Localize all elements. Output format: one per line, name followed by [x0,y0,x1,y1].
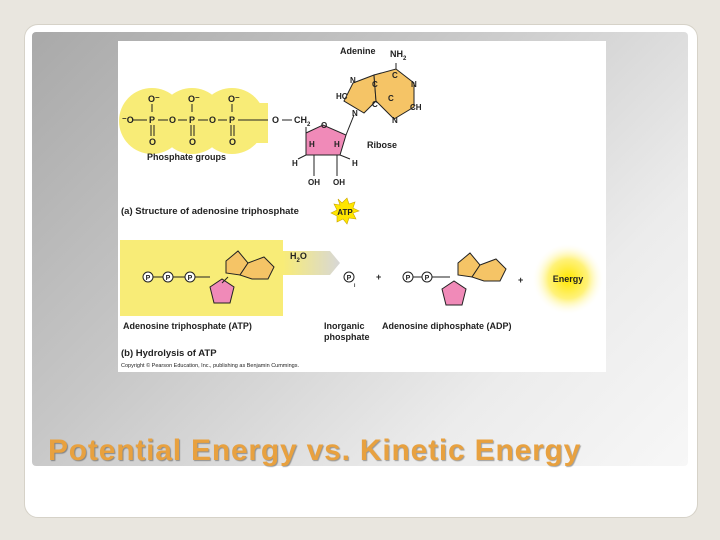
ribose-label: Ribose [367,140,398,150]
atp-p-2: P [165,275,171,282]
atp-figure [118,41,606,372]
atp-label: Adenosine triphosphate (ATP) [123,321,252,331]
adenine-atom-n3: N [352,109,358,118]
adenine-atom-c2: C [372,80,378,89]
adenine-atom-c1: C [392,71,398,80]
adenine-atom-n1: N [350,76,356,85]
phosphate-o-top-1: O⁻ [148,94,160,104]
pi-label-line2: phosphate [324,332,370,342]
adp-label: Adenosine diphosphate (ADP) [382,321,512,331]
atp-p-1: P [145,275,151,282]
ribose-ring-o: O [321,121,328,130]
atp-badge-text: ATP [337,208,353,217]
adenine-atom-c3: C [372,100,378,109]
slide-title: Potential Energy vs. Kinetic Energy [48,434,582,467]
copyright-notice: Copyright © Pearson Education, Inc., publishing as Benjamin Cummings. [121,363,300,369]
adenine-atom-ch: CH [410,103,422,112]
phosphate-o-top-3: O⁻ [228,94,240,104]
phosphate-groups-label: Phosphate groups [147,152,227,162]
phosphate-p-1: P [149,115,156,125]
water-label: $H_2O$ [290,251,307,264]
nh2-label: $NH_2$ [390,49,407,62]
phosphate-o-bottom-1: O [149,137,157,147]
atp-p-3: P [187,275,193,282]
ribose-h-2: H [334,140,340,149]
phosphate-o-left: ⁻O [122,115,134,125]
phosphate-p-3: P [229,115,236,125]
energy-label: Energy [552,274,584,284]
adp-p-1: P [405,275,411,282]
adp-p-2: P [424,275,430,282]
adenine-atom-hc: HC [336,92,348,101]
pi-letter: P [346,275,352,282]
adenine-atom-n2: N [411,80,417,89]
caption-b: (b) Hydrolysis of ATP [121,348,217,359]
adenine-label: Adenine [340,46,376,56]
pi-subscript: i [354,283,356,289]
ribose-h-3: H [292,159,298,168]
ribose-oh-1: OH [308,178,320,187]
phosphate-o-bridge-2: O [209,115,217,125]
plus-1: + [376,272,382,282]
phosphate-o-bridge-1: O [169,115,177,125]
phosphate-ester-o: O [272,115,280,125]
ribose-oh-2: OH [333,178,345,187]
plus-2: + [518,275,524,285]
phosphate-o-top-2: O⁻ [188,94,200,104]
pi-label-line1: Inorganic [324,321,365,331]
phosphate-p-2: P [189,115,196,125]
adenine-atom-n4: N [392,116,398,125]
phosphate-o-bottom-2: O [189,137,197,147]
ribose-h-1: H [309,140,315,149]
caption-a: (a) Structure of adenosine triphosphate [121,206,299,217]
ch2-label: $CH_2$ [294,115,311,128]
ribose-h-4: H [352,159,358,168]
adenine-atom-c4: C [388,94,394,103]
atp-diagram [118,41,606,372]
phosphate-o-bottom-3: O [229,137,237,147]
adp-molecule [403,253,506,305]
